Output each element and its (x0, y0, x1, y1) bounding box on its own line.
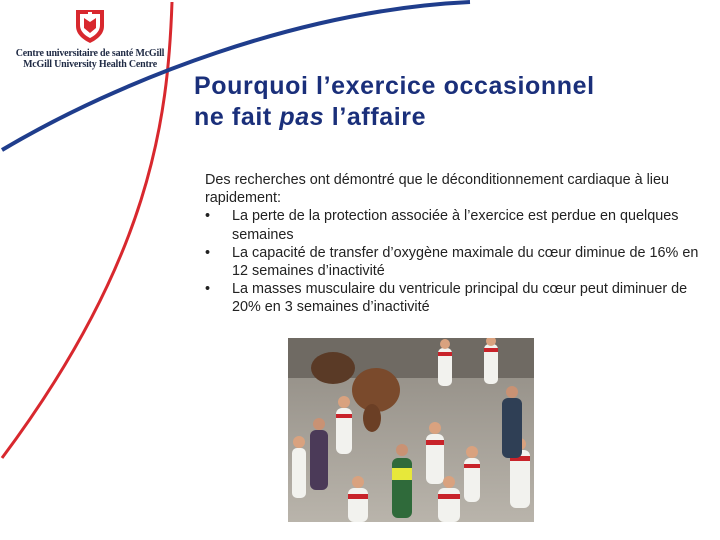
mcgill-crest-icon (74, 8, 106, 44)
slide-title (194, 71, 704, 133)
list-item (205, 244, 700, 280)
intro-text-content: Des recherches ont démontré que le déconditionnement cardiaque à lieu rapidement: (205, 172, 669, 207)
red-arc (2, 2, 172, 458)
title-line-2-end: l’affaire (324, 103, 427, 131)
bullet-text: La perte de la protection associée à l’exercice est perdue en quelques semaines (232, 208, 679, 243)
intro-text (205, 171, 700, 207)
bullet-text: La capacité de transfer d’oxygène maximale du cœur diminue de 16% en 12 semaines d’inactivité (232, 244, 699, 280)
bullet-list (205, 207, 700, 316)
bullet-icon: • (205, 244, 211, 261)
title-line-2-start: ne fait (194, 103, 280, 131)
logo-line-english: McGill University Health Centre (23, 59, 157, 70)
bullet-icon: • (205, 208, 211, 225)
list-item (205, 280, 700, 316)
list-item (205, 207, 700, 243)
logo-line-french: Centre universitaire de santé McGill (15, 48, 165, 59)
photo-illustration (288, 338, 534, 522)
bullet-text: La masses musculaire du ventricule principal du cœur peut diminuer de 20% en 3 semaines d’inactivité (232, 281, 688, 316)
title-line-1: Pourquoi l’exercice occasionnel (194, 72, 595, 100)
running-of-bulls-photo (288, 338, 534, 522)
bullet-icon: • (205, 281, 211, 298)
title-emphasis: pas (279, 103, 325, 131)
slide-body (205, 171, 700, 317)
logo (0, 8, 180, 70)
